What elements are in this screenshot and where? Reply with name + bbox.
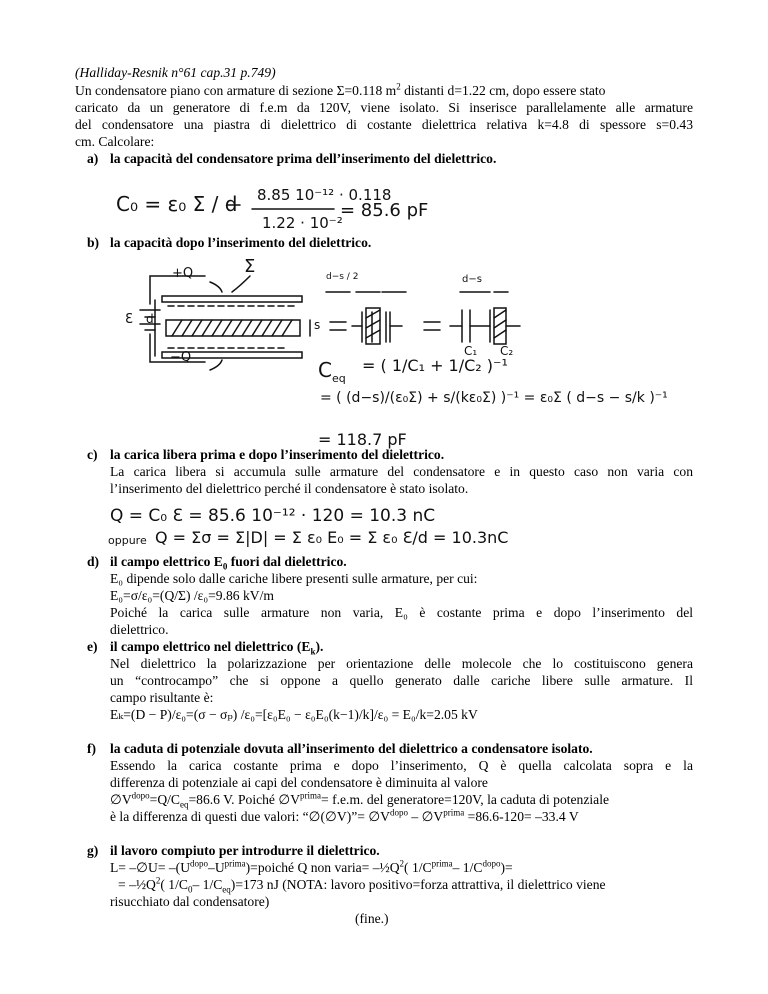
handwritten-c0-denominator: 1.22 · 10⁻²: [262, 214, 343, 232]
sketch-ds2-label: d−s / 2: [326, 272, 359, 282]
question-a-title: la capacità del condensatore prima dell’inserimento del dielettrico.: [110, 151, 497, 166]
handwritten-q-line-2: Q = Σσ = Σ|D| = Σ ε₀ E₀ = Σ ε₀ Ɛ/d = 10.3nC: [155, 528, 509, 547]
question-g-text-3: risucchiato dal condensatore): [110, 894, 270, 909]
question-d-text-3: Poiché la carica sulle armature non varia, E₀ è costante prima e dopo l’inserimento del: [110, 605, 693, 620]
question-g-text-2: = $-\frac{1}{2}Q^2$( $1/C_0-$ $1/C_{eq})=173$ nJ (NOTA: lavoro positivo=forza attrattiva, il dielettrico viene: [118, 875, 606, 895]
intro-line-4: cm. Calcolare:: [75, 134, 155, 149]
question-f-text-1: Essendo la carica costante prima e dopo l’inserimento, Q è quella calcolata sopra e la: [110, 758, 693, 773]
handwritten-c0-formula: C₀ = ε₀ Σ / d: [116, 192, 238, 216]
question-d-title: il campo elettrico $E_0$ fuori dal dielettrico.: [110, 554, 347, 572]
handwritten-ceq-line-1: = ( 1/C₁ + 1/C₂ )⁻¹: [362, 356, 508, 375]
question-e-text-3: campo risultante è:: [110, 690, 214, 705]
sketch-ds-label: d−s: [462, 274, 482, 285]
question-a-label: a): [87, 151, 99, 166]
handwritten-ceq-result: = 118.7 pF: [318, 430, 407, 449]
sketch-plus-q-label: +Q: [172, 266, 194, 281]
handwritten-c0-numerator: 8.85 10⁻¹² · 0.118: [257, 186, 392, 204]
question-b-label: b): [87, 235, 100, 250]
question-f-text-3: $\emptyset V^{dopo}=Q/C_{eq}=86.6$ V. Poiché $\emptyset V^{prima}= f.e.m$. del generatore=120V, la caduta di potenziale: [110, 790, 610, 810]
question-d-text-1: E₀ dipende solo dalle cariche libere presenti sulle armature, per cui:: [110, 571, 478, 586]
question-d-label: d): [87, 554, 100, 569]
question-f-label: f): [87, 741, 97, 756]
question-c-title: la carica libera prima e dopo l’inserimento del dielettrico.: [110, 447, 445, 462]
end-marker: (fine.): [355, 911, 389, 926]
intro-line-1: Un condensatore piano con armature di sezione Σ=0.118 $m^2$ distanti d=1.22 cm, dopo essere stato: [75, 81, 606, 98]
sketch-c2-label: C₂: [500, 344, 514, 358]
sketch-sigma-label: Σ: [244, 256, 256, 277]
question-e-label: e): [87, 639, 98, 654]
handwritten-oppure: oppure: [108, 534, 147, 547]
question-f-text-4: è la differenza di questi due valori: “∅(∅V)”= $\emptyset V^{dopo}$ – $\emptyset V^{prima} =86.6-120= -33.4$ V: [110, 807, 579, 824]
sketch-emf-label: Ɛ: [125, 312, 133, 327]
handwritten-ceq-line-2: = ( (d−s)/(ε₀Σ) + s/(kε₀Σ) )⁻¹ = ε₀Σ ( d−s − s/k )⁻¹: [320, 390, 668, 406]
question-d-text-4: dielettrico.: [110, 622, 169, 637]
question-g-title: il lavoro compiuto per introdurre il dielettrico.: [110, 843, 380, 858]
intro-line-3: del condensatore una piastra di dielettrico di costante dielettrica relativa k=4.8 di spessore s=0.43: [75, 117, 693, 132]
intro-line-2: caricato da un generatore di f.e.m da 120V, viene isolato. Si inserisce parallelamente alle armature: [75, 100, 693, 115]
sketch-d-label: d: [146, 312, 154, 326]
question-b-title: la capacità dopo l’inserimento del dielettrico.: [110, 235, 372, 250]
source-citation: (Halliday-Resnik n°61 cap.31 p.749): [75, 65, 276, 80]
handwritten-c0-result: = 85.6 pF: [340, 200, 429, 221]
question-c-label: c): [87, 447, 98, 462]
question-c-text-1: La carica libera si accumula sulle armature del condensatore e in questo caso non varia con: [110, 464, 693, 479]
sketch-minus-q-label: −Q: [170, 350, 192, 365]
question-c-text-2: l’inserimento del dielettrico perché il condensatore è stato isolato.: [110, 481, 469, 496]
sketch-c1-label: C₁: [464, 344, 478, 358]
handwritten-q-line-1: Q = C₀ Ɛ = 85.6 10⁻¹² · 120 = 10.3 nC: [110, 506, 436, 526]
sketch-s-label: s: [314, 318, 321, 332]
question-f-title: la caduta di potenziale dovuta all’inserimento del dielettrico a condensatore isolato.: [110, 741, 593, 756]
question-g-label: g): [87, 843, 99, 858]
handwritten-ceq: $C_{eq}$: [318, 358, 346, 385]
question-e-text-4: Eₖ=(D − P)/ε₀=(σ − σₚ) /ε₀=[ε₀E₀ − ε₀E₀(k−1)/k]/ε₀ = E₀/k=2.05 kV: [110, 707, 478, 722]
question-d-text-2: E₀=σ/ε₀=(Q/Σ) /ε₀=9.86 kV/m: [110, 588, 274, 603]
question-e-title: il campo elettrico nel dielettrico $(E_k)$.: [110, 639, 324, 657]
question-e-text-1: Nel dielettrico la polarizzazione per orientazione delle molecole che lo costituiscono genera: [110, 656, 693, 671]
question-f-text-2: differenza di potenziale ai capi del condensatore è diminuita al valore: [110, 775, 488, 790]
question-e-text-2: un “controcampo” che si oppone a quello generato dalle cariche libere sulle armature. Il: [110, 673, 693, 688]
question-g-text-1: L= –∅U= $-(U^{dopo}-U^{prima})=poiché$ Q non varia= $-\frac{1}{2}Q^2$( $1/C^{prima}-$ $1/C^{dopo})=$: [110, 858, 513, 875]
